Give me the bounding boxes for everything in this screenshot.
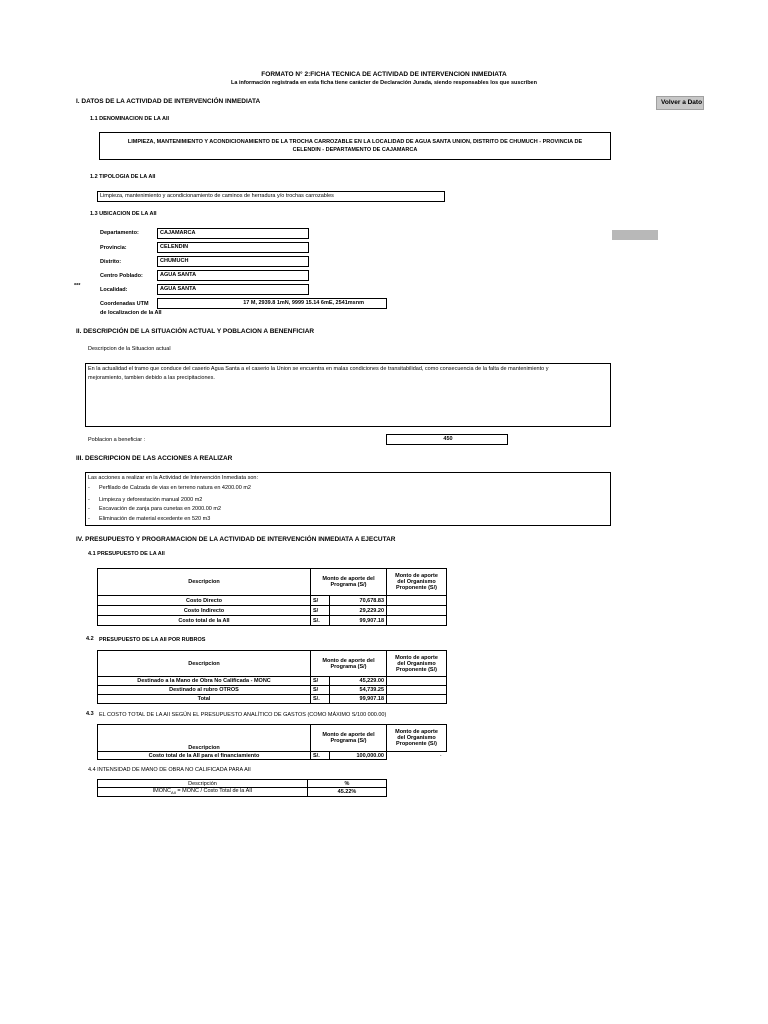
row-value: 99,907.18 (330, 616, 387, 626)
row-value: 100,000.00 (330, 752, 387, 760)
col-aporte-organismo-l2: del Organismo (397, 579, 436, 585)
centro-poblado-label: Centro Poblado: (100, 273, 143, 279)
imonc-formula (98, 788, 308, 797)
section-4-title: IV. PRESUPUESTO Y PROGRAMACION DE LA ACTIVIDAD DE INTERVENCIÓN INMEDIATA A EJECUTAR (76, 536, 396, 543)
imonc-value: 45.22% (307, 788, 386, 797)
col-aporte-organismo-l3: Proponente (S/) (396, 666, 437, 673)
presupuesto-table (97, 568, 447, 626)
accion-item: - Limpieza y deforestación manual 2000 m2 (88, 497, 203, 503)
row-organismo (387, 752, 447, 760)
provincia-field: CELENDIN (157, 242, 309, 253)
stray-dot: . (440, 752, 442, 758)
section-1-1-title: 1.1 DENOMINACION DE LA AII (90, 116, 170, 122)
section-1-title: I. DATOS DE LA ACTIVIDAD DE INTERVENCIÓN INMEDIATA (76, 98, 261, 105)
provincia-label: Provincia: (100, 245, 127, 251)
col-aporte-organismo-l1: Monto de aporte (395, 654, 438, 661)
row-currency: S/. (311, 752, 330, 760)
row-label: Costo total de la AII para el financiamiento (98, 752, 311, 760)
row-organismo (387, 686, 447, 695)
section-3-title: III. DESCRIPCION DE LAS ACCIONES A REALIZAR (76, 455, 233, 462)
col-aporte-organismo-l2: del Organismo (397, 735, 436, 741)
row-currency: S/ (311, 677, 330, 686)
table-row (98, 752, 447, 760)
asterisk-marker: *** (74, 283, 81, 289)
accion-item: - Perfilado de Calzada de vias en terreno natura en 4200.00 m2 (88, 485, 251, 491)
rubros-table (97, 650, 447, 704)
row-currency: S/ (311, 686, 330, 695)
acciones-intro: Las acciones a realizar en la Actividad de Intervención Inmediata son: (88, 475, 258, 481)
col-descripcion: Descripción (98, 780, 308, 788)
col-aporte-organismo-l2: del Organismo (397, 660, 436, 667)
section-4-2-title: PRESUPUESTO DE LA AII POR RUBROS (99, 637, 206, 643)
section-4-1-title: 4.1 PRESUPUESTO DE LA AII (88, 551, 165, 557)
row-label: Costo Directo (98, 596, 311, 606)
coordenadas-label-2: de localizacion de la AII (100, 310, 162, 316)
row-label: Destinado a la Mano de Obra No Calificada - MONC (98, 677, 311, 686)
tipologia-field: Limpieza, mantenimiento y acondicionamiento de caminos de herradura y/o trochas carrozables (97, 191, 445, 202)
row-value: 29,229.20 (330, 606, 387, 616)
row-organismo (387, 695, 447, 704)
table-row (98, 677, 447, 686)
accion-item: - Excavación de zanja para cunetas en 2000.00 m2 (88, 506, 221, 512)
denominacion-line-2: CELENDIN - DEPARTAMENTO DE CAJAMARCA (292, 147, 418, 153)
departamento-label: Departamento: (100, 230, 139, 236)
col-aporte-organismo (387, 651, 447, 677)
table-row (98, 695, 447, 704)
row-currency: S/. (311, 616, 330, 626)
col-aporte-organismo-l1: Monto de aporte (395, 729, 438, 735)
col-aporte-programa (311, 725, 387, 752)
row-label: Destinado al rubro OTROS (98, 686, 311, 695)
localidad-label: Localidad: (100, 287, 128, 293)
col-aporte-programa (311, 651, 387, 677)
section-4-2-num: 4.2 (86, 636, 94, 642)
row-label: Costo Indirecto (98, 606, 311, 616)
poblacion-field: 450 (386, 434, 508, 445)
col-aporte-programa-l1: Monto de aporte del (322, 732, 375, 738)
accion-item: - Eliminación de material excedente en 520 m3 (88, 516, 211, 522)
situacion-actual-box (85, 363, 611, 427)
section-2-title: II. DESCRIPCIÓN DE LA SITUACIÓN ACTUAL Y POBLACION A BENENFICIAR (76, 328, 315, 335)
table-row (98, 616, 447, 626)
row-value: 99,907.18 (330, 695, 387, 704)
table-row (98, 788, 387, 797)
row-currency: S/. (311, 695, 330, 704)
imonc-table (97, 779, 387, 797)
situacion-actual-label: Descripcion de la Situacion actual (88, 346, 171, 352)
col-aporte-programa-l2: Programa (S/) (330, 582, 367, 588)
table-row (98, 606, 447, 616)
situacion-line-1: En la actualidad el tramo que conduce del caserio Agua Santa a el caserio la Union se encuentra en malas condiciones de transitabilidad, como consecuencia de la falta de mantenimiento y (88, 366, 549, 372)
row-organismo (387, 616, 447, 626)
accion-item-text: Perfilado de Calzada de vias en terreno natura en 4200.00 m2 (99, 485, 251, 491)
section-1-2-title: 1.2 TIPOLOGIA DE LA AII (90, 174, 156, 180)
row-value: 45,229.00 (330, 677, 387, 686)
imonc-sub: AII (170, 790, 176, 796)
col-aporte-programa (311, 569, 387, 596)
distrito-field: CHUMUCH (157, 256, 309, 267)
section-4-3-title: EL COSTO TOTAL DE LA AII SEGÚN EL PRESUPUESTO ANALÍTICO DE GASTOS (COMO MÁXIMO S/100 000.00) (99, 712, 387, 718)
centro-poblado-field: AGUA SANTA (157, 270, 309, 281)
col-descripcion: Descripcion (98, 651, 311, 677)
distrito-label: Distrito: (100, 259, 122, 265)
section-4-4-title: 4.4 INTENSIDAD DE MANO DE OBRA NO CALIFICADA PARA AII (88, 767, 251, 773)
coordenadas-field: 17 M, 2939.8 1mN, 9999 15.14 6mE, 2541msnm (157, 298, 387, 309)
poblacion-label: Poblacion a beneficiar : (88, 437, 146, 443)
form-title: FORMATO N° 2:FICHA TECNICA DE ACTIVIDAD DE INTERVENCION INMEDIATA (261, 71, 507, 78)
col-descripcion: Descripcion (98, 569, 311, 596)
accion-item-text: Eliminación de material excedente en 520 m3 (99, 516, 211, 522)
row-organismo (387, 677, 447, 686)
form-subtitle: La información registrada en esta ficha tiene carácter de Declaración Jurada, siendo responsables los que suscriben (231, 80, 537, 86)
row-currency: S/ (311, 606, 330, 616)
col-aporte-programa-l2: Programa (S/) (330, 663, 367, 670)
denominacion-box (99, 132, 611, 160)
table-row (98, 686, 447, 695)
denominacion-line-1: LIMPIEZA, MANTENIMIENTO Y ACONDICIONAMIENTO DE LA TROCHA CARROZABLE EN LA LOCALIDAD DE AGUA SANTA UNION, DISTRITO DE CHUMUCH - PROVINCIA DE (127, 139, 583, 145)
row-organismo (387, 596, 447, 606)
row-value: 54,739.25 (330, 686, 387, 695)
table-row (98, 596, 447, 606)
col-aporte-programa-l1: Monto de aporte del (322, 657, 375, 664)
back-to-data-button[interactable]: Volver a Dato (656, 96, 704, 110)
row-label: Costo total de la AII (98, 616, 311, 626)
col-aporte-organismo (387, 569, 447, 596)
coordenadas-label: Coordenadas UTM (100, 301, 149, 307)
row-organismo (387, 606, 447, 616)
acciones-box (85, 472, 611, 526)
row-value: 70,678.83 (330, 596, 387, 606)
gray-cell-marker (612, 230, 658, 240)
localidad-field: AGUA SANTA (157, 284, 309, 295)
costo-total-table (97, 724, 447, 760)
col-aporte-organismo-l3: Proponente (S/) (396, 741, 437, 747)
section-1-3-title: 1.3 UBICACION DE LA AII (90, 211, 157, 217)
col-descripcion: Descripcion (98, 725, 311, 752)
row-currency: S/ (311, 596, 330, 606)
col-aporte-organismo-l1: Monto de aporte (395, 573, 438, 579)
imonc-formula-rest: = MONC / Costo Total de la AII (175, 788, 253, 794)
col-aporte-programa-l2: Programa (S/) (330, 738, 367, 744)
section-4-3-num: 4.3 (86, 711, 94, 717)
col-aporte-programa-l1: Monto de aporte del (322, 576, 375, 582)
departamento-field: CAJAMARCA (157, 228, 309, 239)
imonc-label: IMONC (152, 788, 171, 794)
col-porcentaje: % (307, 780, 386, 788)
situacion-line-2: mejoramiento, tambien debido a las precipitaciones. (88, 375, 215, 381)
col-aporte-organismo (387, 725, 447, 752)
accion-item-text: Limpieza y deforestación manual 2000 m2 (99, 497, 203, 503)
row-label: Total (98, 695, 311, 704)
accion-item-text: Excavación de zanja para cunetas en 2000.00 m2 (99, 506, 221, 512)
col-aporte-organismo-l3: Proponente (S/) (396, 585, 437, 591)
